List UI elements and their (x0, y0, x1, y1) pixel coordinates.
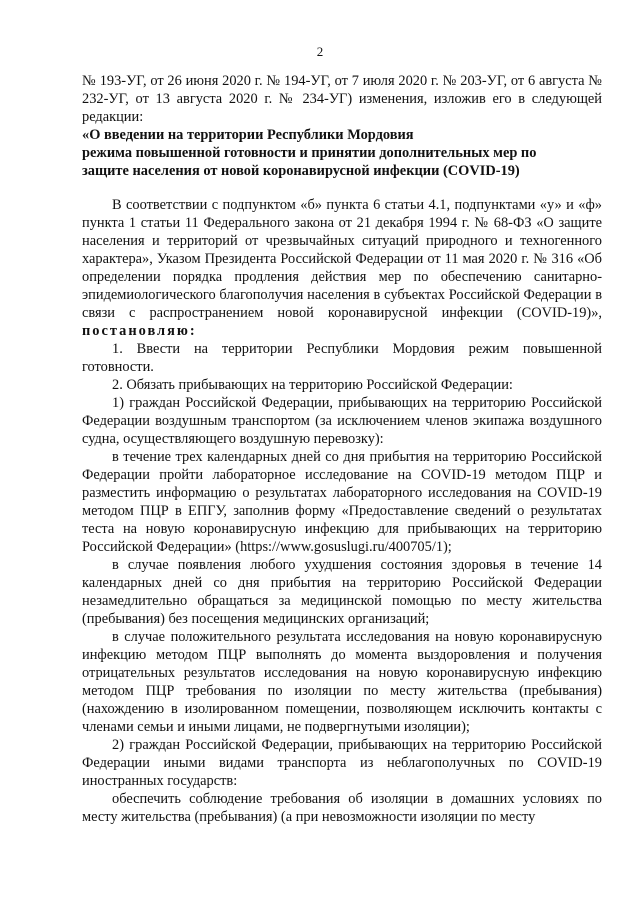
paragraph: 1) граждан Российской Федерации, прибывающих на территорию Российской Федерации воздушным транспортом (за исключением членов экипажа воздушного судна, осуществляющего воздушную перевозку): (82, 395, 602, 447)
page-number: 2 (316, 44, 324, 59)
paragraph: 2. Обязать прибывающих на территорию Российской Федерации: (112, 377, 513, 393)
title-line: «О введении на территории Республики Мордовия (82, 127, 414, 143)
intro-paragraph: № 193-УГ, от 26 июня 2020 г. № 194-УГ, от 7 июля 2020 г. № 203-УГ, от 6 августа № 232-УГ, от 13 августа 2020 г. № 234-УГ) изменения, изложив его в следующей редакции: (82, 73, 602, 125)
preamble-text: В соответствии с подпунктом «б» пункта 6 статьи 4.1, подпунктами «у» и «ф» пункта 1 статьи 11 Федерального закона от 21 декабря 1994 г. № 68-ФЗ «О защите населения и территорий от чрезвычайных ситуаций природного и техногенного характера», Указом Президента Российской Федерации от 11 мая 2020 г. № 316 «Об определении порядка продления действия мер по обеспечению санитарно-эпидемиологического благополучия населения в субъектах Российской Федерации в связи с распространением новой коронавирусной инфекции (COVID-19)», (82, 197, 602, 321)
paragraph: 1. Ввести на территории Республики Мордовия режим повышенной готовности. (82, 341, 602, 375)
paragraph: в течение трех календарных дней со дня прибытия на территорию Российской Федерации пройти лабораторное исследование на COVID-19 методом ПЦР и разместить информацию о результатах лабораторного исследования на COVID-19 методом ПЦР в ЕПГУ, заполнив форму «Предоставление сведений о результатах теста на новую коронавирусную инфекцию для прибывающих на территорию Российской Федерации» (https://www.gosuslugi.ru/400705/1); (82, 449, 602, 555)
decree-title (82, 126, 602, 180)
title-line: режима повышенной готовности и принятии дополнительных мер по (82, 145, 537, 161)
paragraph: в случае положительного результата исследования на новую коронавирусную инфекцию методом ПЦР выполнять до момента выздоровления и получения отрицательных результатов исследования на новую коронавирусную инфекцию методом ПЦР требования по изоляции по месту жительства (пребывания) (нахождению в изолированном помещении, позволяющем исключить контакты с членами семьи и иными лицами, не подвергнутыми изоляции); (82, 629, 602, 735)
title-line: защите населения от новой коронавирусной инфекции (COVID-19) (82, 163, 520, 179)
preamble-paragraph (82, 196, 602, 340)
paragraph: обеспечить соблюдение требования об изоляции в домашних условиях по месту жительства (пребывания) (а при невозможности изоляции по месту (82, 791, 602, 825)
preamble-emphasis: постановляю: (82, 323, 197, 339)
paragraph: в случае появления любого ухудшения состояния здоровья в течение 14 календарных дней со дня прибытия на территорию Российской Федерации незамедлительно обращаться за медицинской помощью по месту жительства (пребывания) без посещения медицинских организаций; (82, 557, 602, 627)
document-body (82, 72, 602, 826)
paragraph: 2) граждан Российской Федерации, прибывающих на территорию Российской Федерации иными видами транспорта из неблагополучных по COVID-19 иностранных государств: (82, 737, 602, 789)
